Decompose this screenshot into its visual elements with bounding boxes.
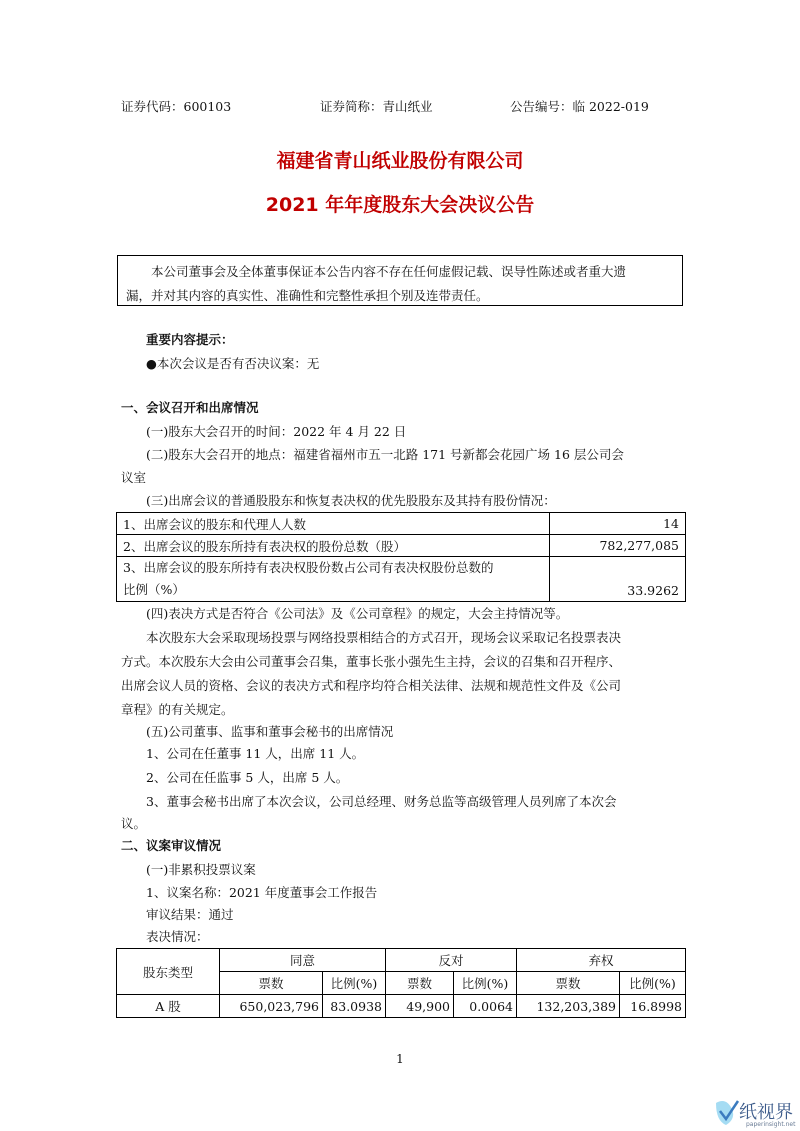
row-label: 1、出席会议的股东和代理人人数: [117, 513, 550, 535]
abstain-ratio: 16.8998: [620, 995, 686, 1018]
important-item: ●本次会议是否有否决议案：无: [146, 356, 320, 371]
col-shareholder-type: 股东类型: [117, 949, 220, 995]
against-ratio: 0.0064: [454, 995, 517, 1018]
table-row: [117, 557, 686, 602]
agree-votes: 650,023,796: [220, 995, 323, 1018]
directors-heading: (五)公司董事、监事和董事会秘书的出席情况: [146, 724, 394, 739]
company-title: 福建省青山纸业股份有限公司: [276, 150, 524, 172]
row-label: [117, 557, 550, 602]
watermark-text: 纸视界: [739, 1102, 793, 1123]
voting-desc-2: 方式。本次股东大会由公司董事会召集，董事长张小强先生主持，会议的召集和召开程序、: [121, 654, 622, 669]
section2-heading: 二、议案审议情况: [121, 838, 222, 853]
important-heading: 重要内容提示：: [146, 332, 234, 347]
voting-method: (四)表决方式是否符合《公司法》及《公司章程》的规定，大会主持情况等。: [146, 606, 569, 621]
secretary-attendance-1: 3、董事会秘书出席了本次会议，公司总经理、财务总监等高级管理人员列席了本次会: [146, 794, 617, 809]
disclaimer-line-2: 漏，并对其内容的真实性、准确性和完整性承担个别及连带责任。: [126, 288, 489, 303]
table-row: [117, 513, 686, 535]
row-label: 2、出席会议的股东所持有表决权的股份总数（股）: [117, 535, 550, 557]
meeting-time: (一)股东大会召开的时间：2022 年 4 月 22 日: [146, 424, 407, 439]
document-title: 2021 年年度股东大会决议公告: [265, 194, 535, 216]
voting-desc-4: 章程》的有关规定。: [121, 702, 234, 717]
col-abstain: 弃权: [517, 949, 686, 972]
stock-code: 证券代码：600103: [121, 99, 232, 114]
agree-ratio: 83.0938: [323, 995, 386, 1018]
secretary-attendance-2: 议。: [121, 816, 147, 831]
sub-votes: 票数: [517, 972, 620, 995]
attendance-table: [116, 512, 686, 602]
against-votes: 49,900: [386, 995, 454, 1018]
row-value: 782,277,085: [550, 535, 686, 557]
meeting-location-1: (二)股东大会召开的地点：福建省福州市五一北路 171 号新都会花园广场 16 层公司会: [146, 447, 624, 462]
row-label-line-1: 3、出席会议的股东所持有表决权股份数占公司有表决权股份总数的: [123, 560, 494, 575]
section1-heading: 一、会议召开和出席情况: [121, 400, 259, 415]
disclaimer-box: [117, 255, 683, 306]
watermark-url: paperinsight.net: [746, 1121, 796, 1128]
proposal-name: 1、议案名称：2021 年度董事会工作报告: [146, 885, 378, 900]
table-row: [117, 995, 686, 1018]
sub-votes: 票数: [386, 972, 454, 995]
proposal-result: 审议结果：通过: [146, 907, 234, 922]
row-label-line-2: 比例（%）: [123, 582, 185, 597]
voting-desc-3: 出席会议人员的资格、会议的表决方式和程序均符合相关法律、法规和规范性文件及《公司: [121, 678, 622, 693]
page-number: 1: [396, 1052, 404, 1066]
notice-number: 公告编号：临 2022-019: [510, 99, 649, 114]
disclaimer-line-1: 本公司董事会及全体董事保证本公告内容不存在任何虚假记载、误导性陈述或者重大遗: [151, 264, 627, 279]
vote-table: [116, 948, 686, 1018]
directors-attendance: 1、公司在任董事 11 人，出席 11 人。: [146, 746, 365, 761]
non-cumulative-heading: (一)非累积投票议案: [146, 862, 256, 877]
stock-short-name: 证券简称：青山纸业: [320, 99, 433, 114]
table-row: [117, 535, 686, 557]
abstain-votes: 132,203,389: [517, 995, 620, 1018]
sub-ratio: 比例(%): [620, 972, 686, 995]
shareholder-type: A 股: [117, 995, 220, 1018]
row-value: 14: [550, 513, 686, 535]
sub-ratio: 比例(%): [454, 972, 517, 995]
col-agree: 同意: [220, 949, 386, 972]
sub-ratio: 比例(%): [323, 972, 386, 995]
sub-votes: 票数: [220, 972, 323, 995]
table-header-row: [117, 949, 686, 972]
col-against: 反对: [386, 949, 517, 972]
row-value: 33.9262: [550, 557, 686, 602]
voting-desc-1: 本次股东大会采取现场投票与网络投票相结合的方式召开，现场会议采取记名投票表决: [146, 630, 622, 645]
attendance-intro: (三)出席会议的普通股股东和恢复表决权的优先股股东及其持有股份情况：: [146, 493, 556, 508]
vote-label: 表决情况：: [146, 929, 209, 944]
supervisors-attendance: 2、公司在任监事 5 人，出席 5 人。: [146, 770, 349, 785]
meeting-location-2: 议室: [121, 470, 147, 485]
